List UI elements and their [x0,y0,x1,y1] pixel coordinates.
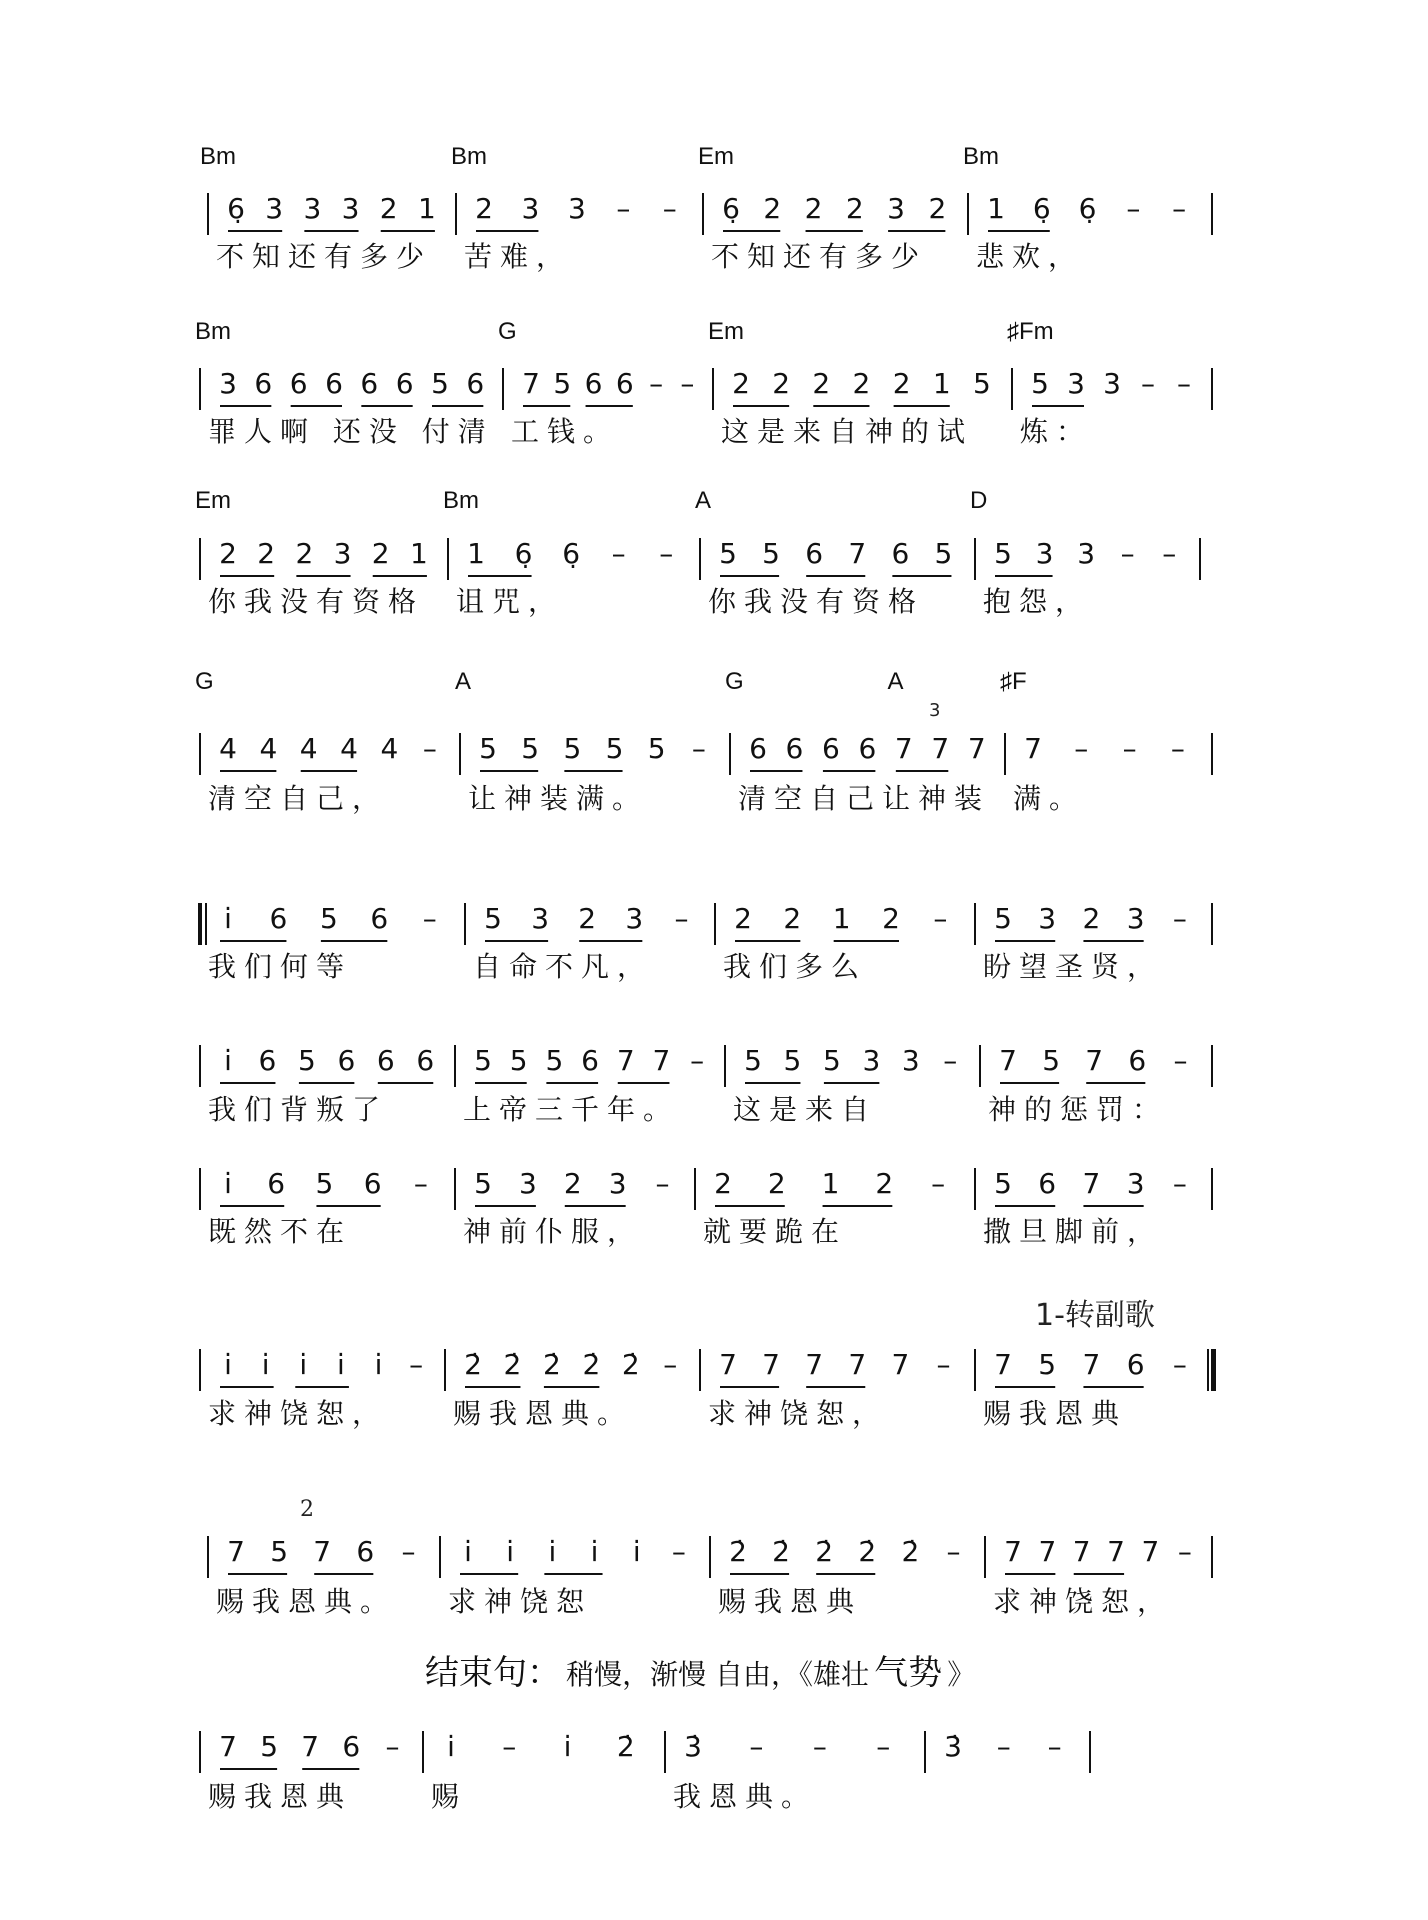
note-numeral: 4 [299,732,318,765]
note-numeral: 6 [416,1044,435,1077]
lyric-text: 既然不在 [208,1215,353,1248]
note-numeral: – [655,1167,670,1200]
note-numeral: 7 [999,1044,1017,1077]
note-numeral: 7 [762,1348,780,1381]
note-numeral: 1 [417,192,436,225]
note-numeral: 5 [563,732,582,765]
note-numeral: – [690,1044,705,1077]
lyric-text: 这是来自 [733,1093,878,1126]
note-numeral: – [1172,902,1187,935]
note-numeral: 2̇ [772,1535,790,1568]
chord-symbol: ♯F [1000,668,1027,695]
note-numeral: 5 [1031,367,1049,400]
lyric-text: 苦难， [464,240,573,273]
note-numeral: 7 [891,1348,910,1381]
note-numeral: – [876,1730,891,1763]
ending-tempo: 稍慢，渐慢 自由，《雄壮 [566,1658,869,1691]
note-numeral: 3 [887,192,905,225]
note-numeral: 2 [379,192,398,225]
note-numeral: 2 [928,192,947,225]
note-numeral: 1 [987,192,1005,225]
note-numeral: 2 [1082,902,1101,935]
note-numeral: 5 [719,537,737,570]
note-numeral: 5 [1038,1348,1057,1381]
note-numeral: 2̇ [582,1348,601,1381]
note-numeral: i̇ [590,1535,599,1568]
note-numeral: 6 [822,732,840,765]
lyric-text: 罪人啊 还没 付清 [208,415,494,448]
note-numeral: i̇ [337,1348,345,1381]
note-numeral: – [812,1730,827,1763]
lyric-text: 清空自己， [208,782,389,815]
note-numeral: 2 [845,192,864,225]
note-numeral: – [1074,732,1089,765]
note-numeral: 7 [652,1044,671,1077]
chord-symbol: Bm [195,318,231,345]
chord-symbol: A [887,668,904,695]
note-numeral: i̇ [447,1730,455,1763]
lyric-text: 赐 [431,1780,468,1813]
note-numeral: 6 [584,367,603,400]
chord-symbol: G [498,318,517,345]
chord-symbol: A [695,487,712,514]
note-numeral: i̇ [261,1348,270,1381]
note-numeral: 5 [973,367,991,400]
note-numeral: 1 [467,537,485,570]
note-numeral: 5 [474,1044,492,1077]
lyric-text: 赐我恩典 [718,1585,863,1618]
note-numeral: 5 [1042,1044,1061,1077]
chord-symbol: Bm [200,143,236,170]
note-numeral: 7 [616,1044,635,1077]
first-ending-text: 1-转副歌 [1035,1298,1155,1333]
note-numeral: 2̇ [503,1348,522,1381]
chord-symbol: Bm [963,143,999,170]
note-numeral: 2 [892,367,911,400]
repeat-start [200,903,206,945]
note-numeral: – [1172,1167,1187,1200]
note-numeral: – [1162,537,1177,570]
note-numeral: i̇ [224,902,232,935]
note-numeral: – [662,192,677,225]
note-numeral: 5 [605,732,624,765]
note-numeral: 6 [581,1044,599,1077]
note-numeral: 5 [647,732,666,765]
note-numeral: 2 [767,1167,786,1200]
note-numeral: 7 [848,537,867,570]
note-numeral: 2 [371,537,390,570]
lyric-text: 我们背叛了 [208,1093,389,1126]
note-numeral: – [996,1730,1011,1763]
note-numeral: – [649,367,664,400]
note-numeral: 7 [931,732,950,765]
lyric-text: 满。 [1013,782,1086,815]
note-numeral: 6 [785,732,804,765]
second-ending-text: 2 [300,1497,314,1522]
note-numeral: 6̣ [562,537,581,570]
note-numeral: 3̇ [684,1730,702,1763]
chord-symbol: Bm [443,487,479,514]
note-numeral: 6 [258,1044,277,1077]
note-numeral: 3 [1126,902,1145,935]
lyric-text: 赐我恩典 [208,1780,353,1813]
note-numeral: 7 [894,732,913,765]
note-numeral: 1 [932,367,951,400]
note-numeral: 6 [395,367,414,400]
lyric-text: 悲欢， [976,240,1085,273]
note-numeral: 5 [994,902,1012,935]
lyric-text: 我们何等 [208,950,353,983]
note-numeral: 5 [297,1044,316,1077]
note-numeral: 3 [333,537,352,570]
note-numeral: – [674,902,689,935]
note-numeral: 5 [994,537,1012,570]
lyric-text: 求神饶恕， [208,1397,389,1430]
note-numeral: – [1120,537,1135,570]
note-numeral: 7 [1082,1167,1101,1200]
chord-symbol: G [725,668,744,695]
note-numeral: 2̇ [542,1348,561,1381]
note-numeral: 7 [301,1730,320,1763]
note-numeral: 2 [812,367,831,400]
lyric-text: 赐我恩典。 [216,1585,397,1618]
note-numeral: 3 [341,192,360,225]
ending-mood: 气势 [874,1653,943,1693]
note-numeral: 2 [772,367,791,400]
note-numeral: 5 [260,1730,279,1763]
note-numeral: 7 [227,1535,245,1568]
note-numeral: – [1172,1348,1187,1381]
note-numeral: i̇ [224,1044,232,1077]
note-numeral: 2 [563,1167,582,1200]
note-numeral: – [413,1167,428,1200]
note-numeral: 4 [219,732,237,765]
note-numeral: 2̇ [815,1535,834,1568]
note-numeral: – [933,902,948,935]
note-numeral: 6 [267,1167,286,1200]
note-numeral: 3 [608,1167,627,1200]
note-numeral: 3 [518,1167,537,1200]
note-numeral: – [659,537,674,570]
note-numeral: i̇ [224,1348,232,1381]
note-numeral: 3 [265,192,284,225]
lyric-text: 工钱。 [511,415,620,448]
chord-symbol: Bm [451,143,487,170]
note-numeral: 3 [901,1044,920,1077]
chord-symbol: Em [195,487,231,514]
note-numeral: 6 [805,537,824,570]
note-numeral: 3 [1126,1167,1145,1200]
note-numeral: 3 [1077,537,1096,570]
note-numeral: 7 [805,1348,824,1381]
lyric-text: 求神饶恕， [708,1397,889,1430]
note-numeral: 6 [356,1535,375,1568]
chord-symbol: Em [698,143,734,170]
lyric-text: 撒旦脚前， [983,1215,1164,1248]
note-numeral: 7 [994,1348,1012,1381]
note-numeral: 2 [875,1167,894,1200]
note-numeral: 5 [319,902,338,935]
note-numeral: 7 [313,1535,332,1568]
first-ending-label [1035,1290,1155,1334]
note-numeral: 2 [804,192,823,225]
note-numeral: 5 [783,1044,802,1077]
note-numeral: 5 [474,1167,492,1200]
note-numeral: – [1126,192,1141,225]
note-numeral: 6 [615,367,634,400]
lyric-text: 我恩典。 [673,1780,818,1813]
note-numeral: 7 [967,732,986,765]
note-numeral: 5 [934,537,953,570]
note-numeral: – [422,732,437,765]
note-numeral: – [1172,192,1187,225]
note-numeral: i̇ [506,1535,515,1568]
note-numeral: 6 [858,732,877,765]
note-numeral: 1 [821,1167,840,1200]
lyric-text: 上帝三千年。 [463,1093,680,1126]
note-numeral: 2 [257,537,276,570]
note-numeral: 6 [466,367,485,400]
note-numeral: – [1177,367,1191,400]
lyric-text: 你我没有资格 [208,585,425,618]
note-numeral: 5 [553,367,572,400]
note-numeral: 6̣ [1032,192,1051,225]
lyric-text: 就要跪在 [703,1215,848,1248]
note-numeral: 3 [1038,902,1057,935]
note-numeral: i̇ [632,1535,641,1568]
ending-close: 》 [947,1658,976,1691]
note-numeral: 7 [1072,1535,1091,1568]
note-numeral: 6 [1128,1044,1147,1077]
note-numeral: 6 [360,367,379,400]
note-numeral: 1 [409,537,428,570]
second-ending-label [300,1497,314,1522]
note-numeral: i̇ [548,1535,557,1568]
note-numeral: 6̣ [227,192,245,225]
note-numeral: 7 [1141,1535,1160,1568]
lyric-text: 抱怨， [983,585,1092,618]
note-numeral: 2̇ [729,1535,747,1568]
triplet-number: 3 [929,700,941,721]
note-numeral: i̇ [224,1167,232,1200]
note-numeral: 3̇ [944,1730,962,1763]
lyric-text: 你我没有资格 [708,585,925,618]
note-numeral: 2 [732,367,750,400]
note-numeral: 2̇ [464,1348,482,1381]
chord-symbol: A [455,668,472,695]
lyric-text: 自命不凡， [473,950,654,983]
chord-symbol: ♯Fm [1007,318,1054,345]
note-numeral: – [749,1730,764,1763]
note-numeral: 3 [1067,367,1085,400]
lyric-text: 盼望圣贤， [983,950,1164,983]
note-numeral: 5 [431,367,449,400]
note-numeral: 1 [832,902,851,935]
note-numeral: – [502,1730,517,1763]
note-numeral: 6̣ [514,537,533,570]
note-numeral: 6 [337,1044,356,1077]
note-numeral: i̇ [299,1348,308,1381]
note-numeral: – [931,1167,946,1200]
lyric-text: 这是来自神的试 [721,415,974,448]
note-numeral: 5 [744,1044,762,1077]
note-numeral: – [943,1044,958,1077]
lyric-text: 我们多么 [723,950,868,983]
note-numeral: 5 [484,902,502,935]
note-numeral: 6 [1038,1167,1057,1200]
note-numeral: 7 [1004,1535,1022,1568]
lyric-text: 不知还有多少 [216,240,433,273]
note-numeral: – [691,732,706,765]
note-numeral: – [680,367,695,400]
note-numeral: i̇ [464,1535,472,1568]
lyric-text: 神的惩罚： [988,1093,1169,1126]
note-numeral: 5 [822,1044,841,1077]
note-numeral: – [385,1730,400,1763]
note-numeral: 2 [882,902,900,935]
note-numeral: 4 [380,732,399,765]
note-numeral: 2̇ [616,1730,635,1763]
lyric-text: 赐我恩典 [983,1397,1128,1430]
note-numeral: 5 [315,1167,334,1200]
note-numeral: – [611,537,626,570]
note-numeral: – [946,1535,961,1568]
note-numeral: 2̇ [858,1535,877,1568]
note-numeral: – [1177,1535,1192,1568]
note-numeral: 7 [1024,732,1042,765]
note-numeral: 2 [734,902,752,935]
note-numeral: i̇ [374,1348,383,1381]
note-numeral: 5 [270,1535,289,1568]
ending-heading: 结束句： [425,1653,561,1693]
note-numeral: 7 [1038,1535,1057,1568]
note-numeral: 2̇ [901,1535,920,1568]
note-numeral: 6̣ [722,192,740,225]
note-numeral: 6 [325,367,343,400]
note-numeral: – [936,1348,951,1381]
note-numeral: 7 [1085,1044,1104,1077]
lyric-text: 求神饶恕， [993,1585,1174,1618]
note-numeral: 5 [479,732,497,765]
lyric-text: 清空自己让神装 [738,782,991,815]
note-numeral: 6 [269,902,288,935]
note-numeral: i̇ [563,1730,572,1763]
note-numeral: 7 [522,367,540,400]
note-numeral: 7 [1082,1348,1101,1381]
note-numeral: 3 [219,367,237,400]
note-numeral: 4 [259,732,278,765]
note-numeral: – [616,192,631,225]
note-numeral: 4 [340,732,358,765]
lyric-text: 赐我恩典。 [453,1397,634,1430]
triplet-label [929,700,940,721]
note-numeral: 2 [219,537,237,570]
lyric-text: 求神饶恕 [448,1585,593,1618]
note-numeral: – [671,1535,686,1568]
note-numeral: 7 [1107,1535,1125,1568]
note-numeral: 5 [545,1044,564,1077]
note-numeral: 6 [363,1167,382,1200]
lyric-text: 让神装满。 [468,782,649,815]
ending-instruction [425,1645,975,1694]
note-numeral: – [401,1535,416,1568]
note-numeral: 2 [714,1167,732,1200]
note-numeral: 2 [295,537,314,570]
note-numeral: 2 [763,192,782,225]
note-numeral: – [1047,1730,1062,1763]
note-numeral: – [1173,1044,1188,1077]
note-numeral: 5 [994,1167,1012,1200]
note-numeral: 3 [1103,367,1121,400]
note-numeral: 7 [719,1348,737,1381]
lyric-text: 诅咒， [456,585,565,618]
note-numeral: 6 [1126,1348,1145,1381]
note-numeral: 5 [509,1044,528,1077]
note-numeral: – [422,902,437,935]
note-numeral: 6 [370,902,389,935]
note-numeral: 2 [475,192,493,225]
note-numeral: 2 [783,902,802,935]
note-numeral: 3 [625,902,644,935]
note-numeral: 3 [567,192,586,225]
lyric-text: 神前仆服， [463,1215,644,1248]
note-numeral: 2̇ [621,1348,640,1381]
chord-symbol: D [970,487,988,514]
note-numeral: 7 [219,1730,237,1763]
note-numeral: 5 [521,732,540,765]
note-numeral: 6 [376,1044,395,1077]
note-numeral: 6 [749,732,767,765]
note-numeral: – [409,1348,424,1381]
chord-symbol: G [195,668,214,695]
note-numeral: 3 [862,1044,881,1077]
note-numeral: 3 [521,192,540,225]
note-numeral: 6̣ [1078,192,1097,225]
note-numeral: – [1141,367,1155,400]
note-numeral: 2 [852,367,871,400]
note-numeral: 6 [254,367,273,400]
note-numeral: 2 [578,902,597,935]
note-numeral: 3 [1035,537,1054,570]
note-numeral: 3 [531,902,550,935]
note-numeral: 3 [303,192,322,225]
chord-symbol: Em [708,318,744,345]
note-numeral: 6 [342,1730,361,1763]
lyric-text: 炼： [1020,415,1093,448]
lyric-text: 不知还有多少 [711,240,928,273]
note-numeral: 7 [848,1348,867,1381]
note-numeral: – [663,1348,678,1381]
note-numeral: 6 [289,367,308,400]
note-numeral: 5 [762,537,780,570]
note-numeral: – [1170,732,1185,765]
note-numeral: 6 [891,537,910,570]
note-numeral: – [1122,732,1137,765]
